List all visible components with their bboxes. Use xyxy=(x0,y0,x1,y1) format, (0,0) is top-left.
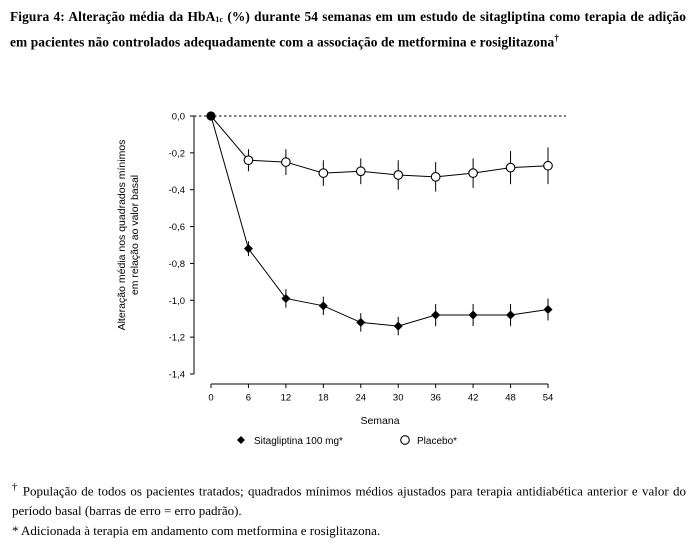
title-suffix: (%) durante 54 semanas em um estudo de sitagliptina como terapia de adição em pacientes não controlados adequadamente com a associação de metformina e rosiglitazona xyxy=(10,9,686,50)
data-point-sitagliptina xyxy=(506,311,515,320)
x-tick-label: 24 xyxy=(355,392,367,404)
y-axis-label-line2: em relação ao valor basal xyxy=(129,174,141,296)
data-point-placebo xyxy=(506,163,515,172)
series-placebo xyxy=(211,116,552,192)
legend-marker-sitagliptina xyxy=(237,436,245,444)
footnote-dagger-symbol: † xyxy=(12,481,19,493)
y-axis-label-line1: Alteração média nos quadrados mínimos xyxy=(116,139,128,331)
data-point-placebo xyxy=(282,158,291,167)
series-line-sitagliptina xyxy=(211,116,548,326)
data-point-placebo xyxy=(244,156,253,165)
legend-label-sitagliptina: Sitagliptina 100 mg* xyxy=(254,436,343,447)
legend xyxy=(237,436,457,447)
data-point-sitagliptina xyxy=(356,318,365,327)
y-tick-label: 0,0 xyxy=(171,111,185,123)
axes xyxy=(169,112,566,404)
title-prefix: Figura 4: Alteração média da HbA xyxy=(10,9,216,24)
x-tick-label: 36 xyxy=(430,392,441,404)
data-point-placebo xyxy=(431,173,440,182)
data-point-sitagliptina xyxy=(319,301,328,310)
x-tick-label: 18 xyxy=(318,392,329,404)
series-line-placebo xyxy=(211,116,548,177)
x-tick-label: 30 xyxy=(392,392,404,404)
y-tick-label: -1,0 xyxy=(168,295,185,307)
title-dagger: † xyxy=(554,33,559,43)
data-point-placebo xyxy=(319,169,328,178)
data-point-sitagliptina xyxy=(244,244,253,253)
data-point-sitagliptina xyxy=(544,305,553,314)
x-tick-label: 48 xyxy=(505,392,516,404)
series-sitagliptina xyxy=(211,116,553,335)
data-point-placebo xyxy=(469,169,478,178)
data-point-placebo xyxy=(544,161,553,170)
footnote-asterisk: * Adicionada à terapia em andamento com metformina e rosiglitazona. xyxy=(12,523,381,538)
data-point-sitagliptina xyxy=(394,322,403,331)
y-tick-label: -0,2 xyxy=(168,148,185,160)
x-tick-label: 12 xyxy=(280,392,292,404)
x-axis-label: Semana xyxy=(360,415,400,427)
legend-marker-placebo xyxy=(401,436,410,445)
y-tick-label: -1,4 xyxy=(168,369,185,381)
x-tick-label: 42 xyxy=(467,392,479,404)
legend-label-placebo: Placebo* xyxy=(417,436,458,447)
y-tick-label: -0,4 xyxy=(168,185,185,197)
title-subscript: 1c xyxy=(215,15,224,24)
data-point-sitagliptina xyxy=(281,294,290,303)
footnote-dagger xyxy=(12,477,686,521)
x-tick-label: 6 xyxy=(245,392,252,404)
series-layer xyxy=(206,111,552,335)
footnote-dagger-text: População de todos os pacientes tratados; quadrados mínimos médios ajustados para terapia antidiabética anterior e valor do período basal (barras de erro = erro padrão). xyxy=(12,483,686,519)
x-tick-label: 0 xyxy=(208,392,214,404)
data-point-sitagliptina xyxy=(431,311,440,320)
x-tick-label: 54 xyxy=(542,392,554,404)
data-point-origin xyxy=(206,111,215,120)
y-axis-title xyxy=(116,140,141,331)
y-tick-label: -1,2 xyxy=(168,332,185,344)
data-point-placebo xyxy=(356,167,365,176)
y-tick-label: -0,6 xyxy=(168,222,185,234)
data-point-placebo xyxy=(394,171,403,180)
y-tick-label: -0,8 xyxy=(168,258,185,270)
data-point-sitagliptina xyxy=(469,311,478,320)
